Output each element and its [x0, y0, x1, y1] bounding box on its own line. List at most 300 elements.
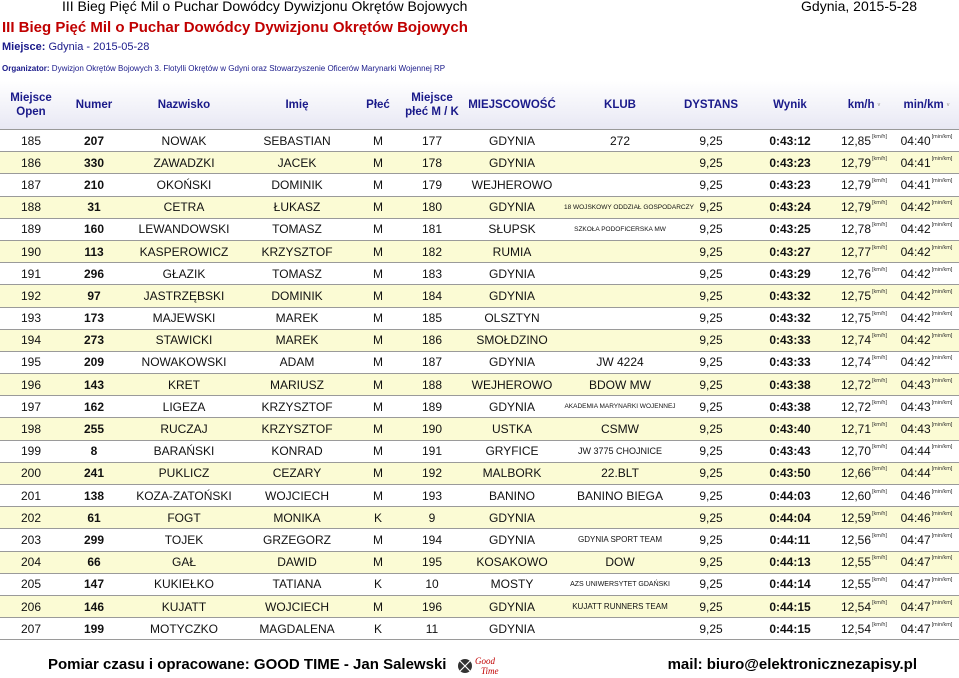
cell-sex: [352, 418, 404, 440]
cell-kmh-value: 12,77: [840, 244, 872, 259]
cell-result: [746, 307, 834, 329]
cell-club-value: DOW: [605, 555, 635, 570]
table-row: [0, 174, 959, 196]
cell-bib: [62, 218, 126, 240]
cell-open-value: 198: [20, 422, 42, 437]
minkm-unit: [min/km]: [931, 311, 953, 318]
cell-open-value: 187: [20, 177, 42, 192]
organizer-label: Organizator:: [2, 64, 50, 73]
cell-distance: [676, 529, 746, 551]
cell-bib-value: 147: [83, 577, 105, 592]
cell-place-sex: [404, 240, 460, 262]
minkm-unit: [min/km]: [931, 155, 953, 162]
cell-minkm: [894, 240, 959, 262]
cell-name: [242, 329, 352, 351]
cell-kmh: [834, 285, 894, 307]
cell-surname: [126, 462, 242, 484]
cell-result-value: 0:43:23: [769, 155, 811, 170]
minkm-unit: [min/km]: [931, 266, 953, 273]
cell-sex: [352, 396, 404, 418]
cell-name-value: MARIUSZ: [270, 377, 324, 392]
cell-place-sex-value: 191: [421, 444, 443, 459]
cell-surname-value: OKOŃSKI: [156, 177, 212, 192]
cell-city-value: GDYNIA: [488, 621, 535, 636]
cell-name-value: DOMINIK: [271, 288, 323, 303]
cell-club-value: SZKOŁA PODOFICERSKA MW: [574, 225, 666, 233]
cell-open: [0, 374, 62, 396]
cell-result: [746, 573, 834, 595]
minkm-unit: [min/km]: [931, 422, 953, 429]
cell-place-sex: [404, 551, 460, 573]
cell-kmh-value: 12,60: [840, 488, 872, 503]
cell-kmh: [834, 462, 894, 484]
cell-surname-value: FOGT: [167, 510, 201, 525]
cell-city-value: GDYNIA: [488, 266, 535, 281]
cell-sex: [352, 285, 404, 307]
cell-place-sex-value: 11: [425, 621, 439, 636]
minkm-unit: [min/km]: [931, 377, 953, 384]
kmh-unit: [km/h]: [872, 510, 887, 517]
cell-minkm: [894, 351, 959, 373]
cell-name-value: MAREK: [275, 311, 319, 326]
cell-kmh-value: 12,79: [840, 200, 872, 215]
cell-minkm-value: 04:42: [900, 355, 931, 370]
cell-sex-value: M: [373, 422, 383, 437]
cell-distance-value: 9,25: [699, 133, 723, 148]
cell-surname: [126, 595, 242, 617]
cell-kmh-value: 12,59: [840, 510, 872, 525]
cell-minkm: [894, 573, 959, 595]
results-table: [0, 81, 959, 640]
cell-sex: [352, 196, 404, 218]
cell-result-value: 0:44:14: [769, 577, 811, 592]
cell-club: [564, 351, 676, 373]
cell-open: [0, 418, 62, 440]
cell-name: [242, 396, 352, 418]
cell-bib: [62, 573, 126, 595]
cell-club-value: 22.BLT: [601, 466, 639, 481]
cell-kmh-value: 12,55: [840, 555, 872, 570]
cell-bib-value: 162: [83, 399, 105, 414]
cell-name: [242, 351, 352, 373]
cell-bib-value: 61: [87, 510, 101, 525]
cell-sex: [352, 507, 404, 529]
cell-open-value: 200: [20, 466, 42, 481]
cell-surname-value: CETRA: [163, 200, 205, 215]
cell-kmh: [834, 130, 894, 152]
cell-surname: [126, 351, 242, 373]
cell-place-sex: [404, 196, 460, 218]
cell-club-value: CSMW: [601, 422, 639, 437]
cell-place-sex: [404, 418, 460, 440]
logo-text-good: Good: [475, 656, 495, 666]
cell-result: [746, 396, 834, 418]
cell-club: [564, 551, 676, 573]
cell-name-value: WOJCIECH: [265, 488, 329, 503]
cell-bib-value: 66: [87, 555, 101, 570]
minkm-unit: [min/km]: [931, 333, 953, 340]
cell-distance-value: 9,25: [699, 399, 723, 414]
cell-place-sex: [404, 285, 460, 307]
cell-bib-value: 255: [83, 422, 105, 437]
table-row: [0, 573, 959, 595]
cell-open-value: 202: [20, 510, 42, 525]
cell-distance-value: 9,25: [699, 266, 723, 281]
cell-surname: [126, 618, 242, 640]
cell-place-sex-value: 178: [421, 155, 443, 170]
cell-place-sex: [404, 218, 460, 240]
table-row: [0, 285, 959, 307]
cell-open-value: 197: [20, 399, 42, 414]
cell-result: [746, 218, 834, 240]
cell-surname: [126, 285, 242, 307]
cell-city-value: GDYNIA: [488, 200, 535, 215]
table-row: [0, 374, 959, 396]
cell-distance-value: 9,25: [699, 577, 723, 592]
cell-kmh: [834, 218, 894, 240]
cell-sex-value: M: [373, 177, 383, 192]
cell-result-value: 0:43:38: [769, 377, 811, 392]
cell-surname: [126, 196, 242, 218]
kmh-unit: [km/h]: [872, 222, 887, 229]
cell-minkm-value: 04:44: [900, 466, 931, 481]
cell-sex: [352, 485, 404, 507]
cell-result-value: 0:43:32: [769, 311, 811, 326]
table-row: [0, 529, 959, 551]
cell-name: [242, 418, 352, 440]
cell-result-value: 0:43:24: [769, 200, 811, 215]
cell-name-value: TOMASZ: [272, 266, 322, 281]
cell-minkm-value: 04:42: [900, 333, 931, 348]
cell-name-value: MAREK: [275, 333, 319, 348]
cell-place-sex-value: 9: [428, 510, 436, 525]
cell-name: [242, 462, 352, 484]
cell-sex-value: M: [373, 466, 383, 481]
cell-surname-value: PUKLICZ: [158, 466, 210, 481]
cell-city: [460, 485, 564, 507]
cell-open: [0, 351, 62, 373]
cell-surname: [126, 307, 242, 329]
cell-kmh: [834, 551, 894, 573]
results-body: [0, 130, 959, 640]
table-row: [0, 485, 959, 507]
cell-bib: [62, 285, 126, 307]
cell-club-value: KUJATT RUNNERS TEAM: [572, 602, 668, 612]
minkm-unit: [min/km]: [931, 444, 953, 451]
cell-surname: [126, 263, 242, 285]
kmh-unit: [km/h]: [872, 399, 887, 406]
cell-kmh-value: 12,56: [840, 532, 872, 547]
cell-name: [242, 618, 352, 640]
cell-distance-value: 9,25: [699, 466, 723, 481]
cell-bib: [62, 351, 126, 373]
cell-club: [564, 573, 676, 595]
cell-name-value: CEZARY: [272, 466, 322, 481]
cell-distance: [676, 440, 746, 462]
kmh-unit: [km/h]: [872, 532, 887, 539]
cell-result-value: 0:43:43: [769, 444, 811, 459]
cell-city: [460, 595, 564, 617]
cell-result: [746, 440, 834, 462]
cell-bib: [62, 551, 126, 573]
cell-name: [242, 551, 352, 573]
col-minkm: [894, 81, 959, 130]
cell-name: [242, 263, 352, 285]
cell-surname: [126, 218, 242, 240]
cell-sex-value: M: [373, 444, 383, 459]
cell-surname-value: KUJATT: [161, 599, 207, 614]
cell-open-value: 196: [20, 377, 42, 392]
cell-city: [460, 174, 564, 196]
cell-distance: [676, 618, 746, 640]
kmh-unit: [km/h]: [872, 355, 887, 362]
cell-surname-value: KOZA-ZATOŃSKI: [136, 488, 232, 503]
cell-sex: [352, 374, 404, 396]
cell-place-sex-value: 195: [421, 555, 443, 570]
cell-kmh: [834, 529, 894, 551]
col-minkm-marker: v: [946, 101, 950, 108]
cell-city-value: MALBORK: [482, 466, 542, 481]
cell-bib: [62, 374, 126, 396]
cell-kmh: [834, 485, 894, 507]
cell-open: [0, 130, 62, 152]
cell-bib: [62, 396, 126, 418]
cell-city-value: RUMIA: [492, 244, 532, 259]
cell-surname-value: GŁAZIK: [162, 266, 206, 281]
kmh-unit: [km/h]: [872, 155, 887, 162]
table-row: [0, 551, 959, 573]
cell-distance-value: 9,25: [699, 200, 723, 215]
cell-distance-value: 9,25: [699, 177, 723, 192]
cell-open: [0, 551, 62, 573]
cell-open-value: 190: [20, 244, 42, 259]
cell-city: [460, 374, 564, 396]
cell-bib: [62, 529, 126, 551]
cell-result-value: 0:44:03: [769, 488, 811, 503]
cell-city-value: GDYNIA: [488, 155, 535, 170]
cell-sex: [352, 551, 404, 573]
cell-result-value: 0:43:32: [769, 288, 811, 303]
minkm-unit: [min/km]: [931, 133, 953, 140]
cell-open-value: 189: [20, 222, 42, 237]
cell-place-sex-value: 184: [421, 288, 443, 303]
top-bar: [0, 0, 959, 14]
cell-minkm: [894, 595, 959, 617]
cell-minkm: [894, 130, 959, 152]
cell-club: [564, 218, 676, 240]
cell-open: [0, 174, 62, 196]
cell-surname: [126, 174, 242, 196]
cell-distance: [676, 263, 746, 285]
cell-kmh-value: 12,78: [840, 222, 872, 237]
cell-place-sex: [404, 351, 460, 373]
cell-kmh: [834, 263, 894, 285]
cell-bib: [62, 152, 126, 174]
cell-kmh: [834, 351, 894, 373]
cell-result: [746, 152, 834, 174]
table-row: [0, 152, 959, 174]
cell-club-value: AZS UNIWERSYTET GDAŃSKI: [570, 580, 670, 588]
cell-distance: [676, 485, 746, 507]
cell-name: [242, 595, 352, 617]
cell-sex-value: K: [373, 577, 382, 592]
cell-result-value: 0:44:15: [769, 621, 811, 636]
cell-bib-value: 296: [83, 266, 105, 281]
cell-result: [746, 285, 834, 307]
cell-result-value: 0:43:23: [769, 177, 811, 192]
cell-minkm: [894, 307, 959, 329]
table-row: [0, 351, 959, 373]
cell-surname: [126, 440, 242, 462]
col-name: Imię: [242, 81, 352, 130]
kmh-unit: [km/h]: [872, 177, 887, 184]
cell-place-sex: [404, 152, 460, 174]
logo-text-time: Time: [481, 666, 499, 676]
kmh-unit: [km/h]: [872, 133, 887, 140]
cell-distance-value: 9,25: [699, 377, 723, 392]
cell-distance: [676, 240, 746, 262]
cell-club: [564, 174, 676, 196]
cell-name: [242, 152, 352, 174]
cell-minkm: [894, 329, 959, 351]
kmh-unit: [km/h]: [872, 377, 887, 384]
cell-bib: [62, 485, 126, 507]
cell-city: [460, 418, 564, 440]
cell-surname: [126, 396, 242, 418]
cell-city-value: SMOŁDZINO: [476, 333, 548, 348]
cell-sex-value: M: [373, 244, 383, 259]
cell-minkm-value: 04:40: [900, 133, 931, 148]
cell-city: [460, 573, 564, 595]
cell-sex: [352, 152, 404, 174]
cell-surname-value: NOWAKOWSKI: [141, 355, 227, 370]
cell-distance-value: 9,25: [699, 311, 723, 326]
cell-place-sex-value: 177: [421, 133, 443, 148]
cell-bib: [62, 263, 126, 285]
col-club: KLUB: [564, 81, 676, 130]
table-row: [0, 507, 959, 529]
table-row: [0, 263, 959, 285]
cell-city-value: GDYNIA: [488, 355, 535, 370]
cell-surname: [126, 551, 242, 573]
cell-open-value: 193: [20, 311, 42, 326]
cell-distance: [676, 551, 746, 573]
cell-result-value: 0:44:15: [769, 599, 811, 614]
cell-result: [746, 462, 834, 484]
cell-name: [242, 440, 352, 462]
cell-open: [0, 440, 62, 462]
cell-minkm-value: 04:41: [900, 177, 931, 192]
cell-sex-value: M: [373, 155, 383, 170]
cell-distance: [676, 307, 746, 329]
cell-result: [746, 240, 834, 262]
cell-name-value: MONIKA: [273, 510, 321, 525]
cell-open: [0, 240, 62, 262]
cell-minkm-value: 04:46: [900, 510, 931, 525]
cell-surname-value: MOTYCZKO: [150, 621, 218, 636]
cell-club: [564, 263, 676, 285]
table-row: [0, 130, 959, 152]
cell-open-value: 192: [20, 288, 42, 303]
cell-distance-value: 9,25: [699, 488, 723, 503]
kmh-unit: [km/h]: [872, 333, 887, 340]
cell-city-value: USTKA: [491, 422, 532, 437]
cell-surname-value: ZAWADZKI: [153, 155, 215, 170]
col-kmh-label: km/h: [847, 99, 875, 112]
col-sex: Płeć: [352, 81, 404, 130]
cell-sex-value: M: [373, 288, 383, 303]
cell-city-value: GRYFICE: [485, 444, 539, 459]
cell-result: [746, 485, 834, 507]
minkm-unit: [min/km]: [931, 488, 953, 495]
cell-name: [242, 374, 352, 396]
cell-place-sex: [404, 573, 460, 595]
cell-distance-value: 9,25: [699, 532, 723, 547]
minkm-unit: [min/km]: [931, 621, 953, 628]
cell-bib: [62, 440, 126, 462]
cell-kmh: [834, 507, 894, 529]
cell-city-value: GDYNIA: [488, 288, 535, 303]
kmh-unit: [km/h]: [872, 599, 887, 606]
cell-minkm: [894, 418, 959, 440]
cell-minkm: [894, 374, 959, 396]
cell-open-value: 188: [20, 200, 42, 215]
cell-result: [746, 329, 834, 351]
cell-club: [564, 196, 694, 218]
cell-bib-value: 31: [87, 200, 101, 215]
cell-club: [564, 307, 676, 329]
kmh-unit: [km/h]: [872, 555, 887, 562]
cell-bib: [62, 329, 126, 351]
cell-name-value: KONRAD: [271, 444, 323, 459]
cell-place-sex-value: 183: [421, 266, 443, 281]
cell-sex: [352, 174, 404, 196]
cell-open-value: 195: [20, 355, 42, 370]
cell-name: [242, 196, 352, 218]
cell-name-value: KRZYSZTOF: [261, 422, 333, 437]
cell-bib: [62, 595, 126, 617]
cell-result: [746, 507, 834, 529]
cell-bib-value: 113: [84, 244, 104, 259]
cell-result-value: 0:43:50: [769, 466, 811, 481]
cell-minkm: [894, 618, 959, 640]
cell-minkm: [894, 263, 959, 285]
cell-surname: [126, 573, 242, 595]
cell-place-sex-value: 10: [425, 577, 439, 592]
cell-club: [564, 152, 676, 174]
cell-distance-value: 9,25: [699, 155, 723, 170]
cell-club-value: AKADEMIA MARYNARKI WOJENNEJ: [564, 403, 676, 411]
cell-club: [564, 130, 676, 152]
cell-bib-value: 241: [83, 466, 105, 481]
place-line: [2, 41, 149, 53]
cell-distance: [676, 418, 746, 440]
cell-result: [746, 130, 834, 152]
cell-distance: [676, 285, 746, 307]
table-row: [0, 618, 959, 640]
minkm-unit: [min/km]: [931, 177, 953, 184]
cell-distance-value: 9,25: [699, 510, 723, 525]
cell-city: [460, 130, 564, 152]
cell-surname-value: KRET: [167, 377, 200, 392]
cell-name-value: KRZYSZTOF: [261, 399, 333, 414]
cell-open: [0, 285, 62, 307]
col-kmh: [834, 81, 894, 130]
cell-result: [746, 196, 834, 218]
cell-bib-value: 143: [83, 377, 105, 392]
cell-city-value: WEJHEROWO: [471, 377, 553, 392]
cell-name-value: TATIANA: [272, 577, 322, 592]
